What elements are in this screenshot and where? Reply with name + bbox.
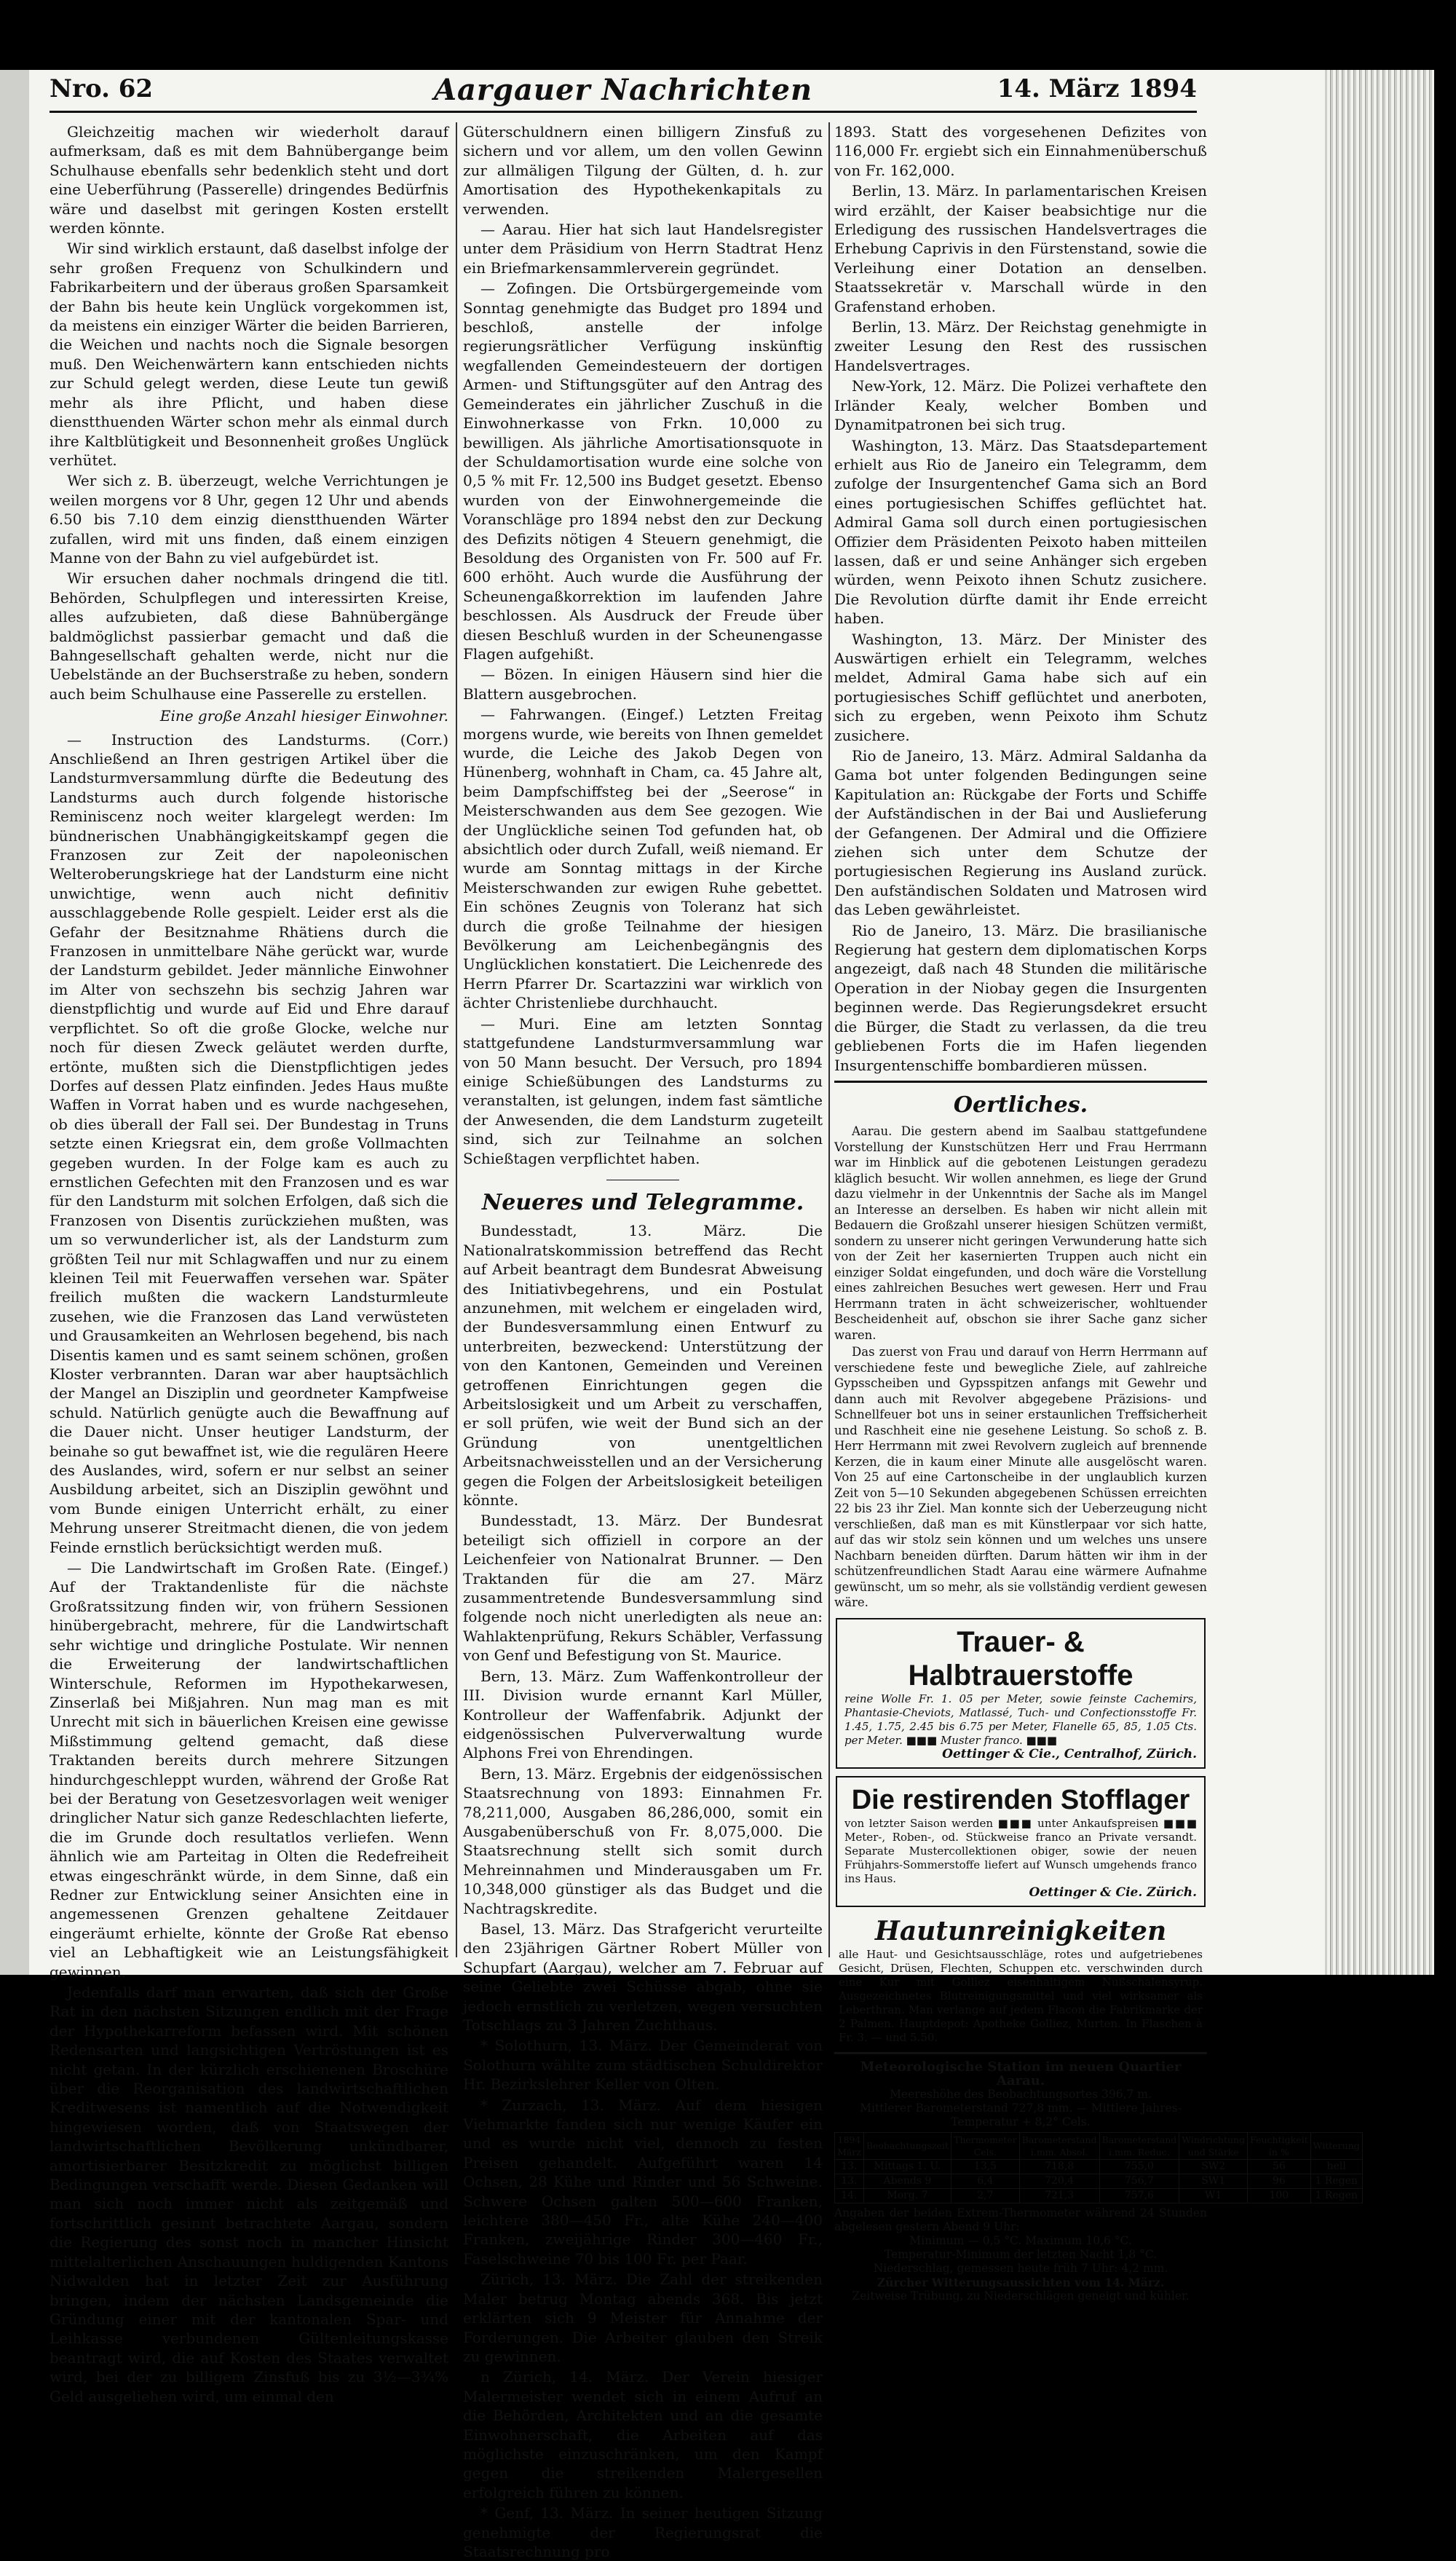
local-news: Das zuerst von Frau und darauf von Herrn Herrmann auf verschiedene feste und bewegliche Ziele, auf zahlreiche Gypsscheiben und Gypsspitzen anfangs mit Gewehr und dann auch mit Revolver abgegebene Präzisions- und Schnellfeuer bot uns in seiner erstaunlichen Treffsicherheit und Raschheit eine nie gesehene Leistung. So schoß z. B. Herr Herrmann mit zwei Revolvern zugleich auf brennende Kerzen, die in kaum einer Minute alle ausgelöscht waren. Von 25 auf eine Cartonscheibe in der unglaublich kurzen Zeit von 5—10 Sekunden abgegebenen Schüssen erreichten 22 bis 23 ihr Ziel. Man konnte sich der Ueberzeugung nicht verschließen, daß man es mit Künstlerpaar vor sich hatte, auf das wir stolz sein können und um welches uns unsere Nachbarn beneiden dürften. Darum hätten wir ihm in der schützenfreundlichen Stadt Aarau eine wärmere Aufnahme gewünscht, um so mehr, als sie vollständig verdient gewesen wäre. bbox=[834, 1345, 1207, 1610]
table-cell: Morg. 7 bbox=[863, 2188, 951, 2203]
telegram: New-York, 12. März. Die Polizei verhaftete den Irländer Kealy, welcher Bomben und Dynamitpatronen bei sich trug. bbox=[834, 377, 1207, 434]
telegram: Bundesstadt, 13. März. Die Nationalratskommission betreffend das Recht auf Arbeit beantragt dem Bundesrat Abweisung des Initiativbegehrens, und ein Postulat anzunehmen, mit welchem er eingeladen wird, der Bundesversammlung einen Entwurf zu unterbreiten, bezweckend: Unterstützung der von den Kantonen, Gemeinden und Vereinen getroffenen Einrichtungen gegen die Arbeitslosigkeit und um Arbeit zu verschaffen, er soll prüfen, wie weit der Bund sich an der Gründung von unentgeltlichen Arbeitsnachweisstellen und an der Versicherung gegen die Folgen der Arbeitslosigkeit beteiligen könnte. bbox=[463, 1222, 823, 1510]
news-aarau: — Aarau. Hier hat sich laut Handelsregister unter dem Präsidium von Herrn Stadtrat Henz ein Briefmarkensammlerverein gegründet. bbox=[463, 221, 823, 277]
table-cell: 13. bbox=[835, 2159, 864, 2174]
telegram: Bern, 13. März. Ergebnis der eidgenössischen Staatsrechnung von 1893: Einnahmen Fr. 78,211,000, Ausgaben 86,286,000, somit ein Ausgabenüberschuß von Fr. 8,075,000. Die Staatsrechnung stellt sich somit durch Mehreinnahmen und Minderausgaben um Fr. 10,348,000 günstiger als das Budget und die Nachtragskredite. bbox=[463, 1764, 823, 1917]
section-heading: Oertliches. bbox=[953, 1092, 1088, 1118]
table-header-row bbox=[835, 2132, 1363, 2159]
telegram: n Zürich, 14. März. Der Verein hiesiger Malermeister wendet sich in einem Aufruf an die Behörden, Architekten und an die gesamte Einwohnerschaft, die Arbeiten auf das möglichste einzuschränken, um den Kampf gegen die streikenden Malergesellen erfolgreich führen zu können. bbox=[463, 2368, 823, 2501]
section-rule bbox=[834, 1081, 1207, 1083]
table-header: 1894 März bbox=[835, 2132, 864, 2159]
ad-title: Die restirenden Stofflager bbox=[851, 1784, 1190, 1815]
table-cell: 755,0 bbox=[1099, 2159, 1179, 2174]
weather-precipitation: Niederschlag, gemessen heute früh 7 Uhr: 4,2 mm. bbox=[873, 2261, 1168, 2275]
table-cell: 757,6 bbox=[1099, 2188, 1179, 2203]
section-heading: Neueres und Telegramme. bbox=[481, 1189, 804, 1215]
article-paragraph: Wir ersuchen daher nochmals dringend die titl. Behörden, Schulpflegen und interessirten Kreise, alles aufzubieten, daß diese Bahnübergänge baldmöglichst passierbar gemacht und daß die Bahngesellschaft gehalten werde, nicht nur die Uebelstände an der Buchserstraße zu heben, sondern auch beim Schulhause eine Passerelle zu erstellen. bbox=[50, 569, 448, 703]
telegram: Washington, 13. März. Das Staatsdepartement erhielt aus Rio de Janeiro ein Telegramm, dem zufolge der Insurgentenchef Gama sich an Bord eines portugiesischen Schiffes geflüchtet hat. Admiral Gama soll durch einen portugiesischen Offizier dem Präsidenten Peixoto haben mitteilen lassen, daß er und seine Anhänger sich ergeben würden, wenn Peixoto ihnen Schutz zusichere. Die Revolution dürfte damit ihr Ende erreicht haben. bbox=[834, 436, 1207, 628]
weather-extremes: Minimum — 0,5 °C. Maximum 10,6 °C. bbox=[909, 2233, 1132, 2247]
weather-station-report bbox=[834, 2059, 1360, 2303]
column-1 bbox=[50, 122, 448, 2405]
telegram: Rio de Janeiro, 13. März. Die brasilianische Regierung hat gestern dem diplomatischen Korps angezeigt, daß nach 48 Stunden die militärische Operation in der Niobay gegen die Insurgenten beginnen werde. Das Regierungsdekret ersucht die Bürger, die Stadt zu verlassen, da die treu gebliebenen Forts die im Hafen liegenden Insurgentenschiffe bombardieren müssen. bbox=[834, 921, 1207, 1074]
telegram: Berlin, 13. März. Der Reichstag genehmigte in zweiter Lesung den Rest des russischen Handelsvertrages. bbox=[834, 318, 1207, 374]
table-cell: W1 bbox=[1179, 2188, 1248, 2203]
article-paragraph: Jedenfalls darf man erwarten, daß sich der Große Rat in den nächsten Sitzungen endlich mit der Frage der Hypothekarreform befassen wird. Mit schönen Redensarten und langsichtigen Vertröstungen ist es nicht getan. In der kürzlich erschienenen Broschüre über die Reorganisation des landwirtschaftlichen Kreditwesens ist namentlich auf die Notwendigkeit hingewiesen worden, daß von Staatswegen der landwirtschaftlichen Bevölkerung unkündbarer, amortisierbarer Besitzkredit zu möglichst billigen Bedingungen verschafft werde. Diesen Gedanken will man sich noch immer nicht als zeitgemäß und fortschrittlich gesinnt betrachtete Aargau, sondern die Regierung des sonst noch in mancher Hinsicht mittelalterlichen Anschauungen huldigenden Kantons Nidwalden hat in letzter Zeit zur Ausführung bringen, indem der nächsten Landsgemeinde die Gründung einer mit der kantonalen Spar- und Leihkasse verbundenen Gültenleitungskasse beantragt wird, die auf Kosten des Staates verwaltet wird, bei der zu billigem Zinsfuß bis zu 3½—3¾% Geld ausgeliehen wird, um einmal den bbox=[50, 1984, 448, 2405]
weather-title: Meteorologische Station im neuen Quartier Aarau. bbox=[860, 2059, 1182, 2088]
weather-info: Mittlerer Barometerstand 727,8 mm. — Mittlere Jahres-Temperatur + 8,2° Cels. bbox=[860, 2101, 1182, 2128]
table-cell: 720,4 bbox=[1019, 2174, 1099, 2188]
ad-title: Hautunreinigkeiten bbox=[874, 1915, 1167, 1946]
table-cell: 718,8 bbox=[1019, 2159, 1099, 2174]
article-paragraph: Gleichzeitig machen wir wiederholt darauf aufmerksam, daß es mit dem Bahnübergange beim Schulhause ebenfalls sehr bedenklich steht und dort eine Ueberführung (Passerelle) dringendes Bedürfnis wäre und daselbst mit geringen Kosten erstellt werden könnte. bbox=[50, 123, 448, 237]
table-cell: 13. bbox=[835, 2174, 864, 2188]
telegram: Berlin, 13. März. In parlamentarischen Kreisen wird erzählt, der Kaiser beabsichtige nur die Erledigung des russischen Handelsvertrages die Erhebung Caprivis in den Fürstenstand, sowie die Verleihung einer Dotation an denselben. Staatssekretär v. Marschall würde in den Grafenstand erhoben. bbox=[834, 182, 1207, 315]
telegram: Washington, 13. März. Der Minister des Auswärtigen erhielt ein Telegramm, welches meldet, Admiral Gama habe sich auf ein portugiesisches Schiff geflüchtet und anerboten, sich zu ergeben, wenn Peixoto ihm Schutz zusichere. bbox=[834, 630, 1207, 744]
telegram: Bern, 13. März. Zum Waffenkontrolleur der III. Division wurde ernannt Karl Müller, Kontrolleur der Waffenfabrik. Adjunkt der eidgenössischen Pulververwaltung wurde Alphons Frei von Ehrendingen. bbox=[463, 1667, 823, 1762]
weather-info: Meereshöhe des Beobachtungsortes 396,7 m. bbox=[890, 2087, 1152, 2101]
book-spine-shadow bbox=[0, 70, 29, 1975]
table-cell: Abends 9 bbox=[863, 2174, 951, 2188]
table-row bbox=[835, 2159, 1363, 2174]
table-cell: 721,3 bbox=[1019, 2188, 1099, 2203]
local-news: Aarau. Die gestern abend im Saalbau stattgefundene Vorstellung der Kunstschützen Herr und Frau Herrmann war im Hinblick auf die gebotenen Leistungen geradezu kläglich besucht. Wir wollen annehmen, es liege der Grund dazu vielmehr in der Unkenntnis der Sache als im Mangel an Interesse an derselben. Es haben wir nicht allein mit Bedauern die Großzahl unserer hiesigen Schützen vermißt, sondern zu unserer nicht geringen Verwunderung hatte sich von der Zeit her kasernierten Truppen auch nicht ein einziger Soldat eingefunden, und doch wäre die Vorstellung eines zahlreichen Besuches wert gewesen. Herr und Frau Herrmann traten in ächt schweizerischer, wohltuender Bescheidenheit auf, obschon sie ihrer Sache ganz sicher waren. bbox=[834, 1124, 1207, 1342]
table-cell: 1 Regen bbox=[1310, 2188, 1362, 2203]
article-signature: Eine große Anzahl hiesiger Einwohner. bbox=[159, 707, 448, 725]
table-cell: SW1 bbox=[1179, 2174, 1248, 2188]
telegram: Zürich, 13. März. Die Zahl der streikenden Maler betrug Montag abends 368. Bis jetzt erklärten sich 9 Meister für Annahme der Forderungen. Die Arbeiter glauben den Streik zu gewinnen. bbox=[463, 2270, 823, 2365]
section-rule bbox=[834, 2052, 1207, 2054]
table-row bbox=[835, 2188, 1363, 2203]
news-boezen: — Bözen. In einigen Häusern sind hier die Blattern ausgebrochen. bbox=[463, 666, 823, 703]
table-row bbox=[835, 2174, 1363, 2188]
news-fahrwangen: — Fahrwangen. (Eingef.) Letzten Freitag morgens wurde, wie bereits von Ihnen gemeldet wurde, die Leiche des Jakob Degen von Hünenberg, wohnhaft in Cham, ca. 45 Jahre alt, beim Dampfschiffsteg bei der „Seerose“ in Meisterschwanden aus dem See gezogen. Wie der Unglückliche seinen Tod gefunden hat, ob absichtlich oder durch Zufall, weiß niemand. Er wurde am Sonntag mittags in der Kirche Meisterschwanden zur ewigen Ruhe gebettet. Ein schönes Zeugnis von Toleranz hat sich durch die große Teilnahme der hiesigen Bevölkerung am Leichenbegängnis des Unglücklichen konstatiert. Die Leichenrede des Herrn Pfarrer Dr. Scartazzini war wirklich von ächter Christenliebe durchhaucht. bbox=[463, 706, 823, 1012]
ad-title: Trauer- & Halbtrauerstoffe bbox=[908, 1625, 1133, 1692]
ad-firm: Oettinger & Cie. Zürich. bbox=[1029, 1885, 1197, 1900]
table-cell: SW2 bbox=[1179, 2159, 1248, 2174]
telegram: 1893. Statt des vorgesehenen Defizites von 116,000 Fr. ergiebt sich ein Einnahmenüberschuß von Fr. 162,000. bbox=[834, 123, 1207, 179]
ad-body: reine Wolle Fr. 1. 05 per Meter, sowie feinste Cachemirs, Phantasie-Cheviots, Matlassé, Tuch- und Confectionsstoffe Fr. 1.45, 1.75, 2.45 bis 6.75 per Meter, Flanelle 65, 85, 1.05 Cts. per Meter. ■■■ Muster franco. ■■■ bbox=[844, 1692, 1197, 1747]
issue-number: Nro. 62 bbox=[50, 74, 154, 103]
telegram: * Solothurn, 13. März. Der Gemeinderat von Solothurn wählte zum städtischen Schuldirektor Hr. Bezirkslehrer Keller von Olten. bbox=[463, 2037, 823, 2094]
table-cell: 96 bbox=[1248, 2174, 1311, 2188]
advertisement-stofflager bbox=[836, 1776, 1206, 1907]
telegram: * Genf, 13. März. In seiner heutigen Sitzung genehmigte der Regierungsrat die Staatsrechnung pro bbox=[463, 2504, 823, 2560]
article-paragraph: Wer sich z. B. überzeugt, welche Verrichtungen je weilen morgens vor 8 Uhr, gegen 12 Uhr und abends 6.50 bis 7.10 dem einzig dienstthuenden Wärter zufallen, wird mit uns finden, daß einem einzigen Manne von der Bahn zu viel aufgebürdet ist. bbox=[50, 472, 448, 567]
article-landwirtschaft: — Die Landwirtschaft im Großen Rate. (Eingef.) Auf der Traktandenliste für die nächste Großratssitzung finden wir, von frühern Sessionen hinübergebracht, mehrere, für die Landwirtschaft sehr wichtige und dringliche Postulate. Wir nennen die Erweiterung der landwirtschaftlichen Winterschule, Reformen im Hypothekarwesen, Zinserlaß bei Mißjahren. Nun mag man es mit Unrecht mit sich in bäuerlichen Kreisen eine gewisse Mißstimmung geltend gemacht, daß diese Traktanden bereits durch mehrere Sitzungen hindurchgeschleppt wurden, während der Große Rat bei der Beratung von Gesetzesvorlagen weit weniger dringlicher Natur sich ganze Redeschlachten lieferte, die im Grunde doch resultatlos verliefen. Wenn ähnlich wie am Parteitag in Olten die Redefreiheit etwas eingeschränkt würde, in dem Sinne, daß ein Redner zur Entwicklung seiner Ansichten eine in angemessenen Grenzen gehaltene Zeitdauer eingeräumt erhielte, könnte der Große Rat ebenso viel an Lebhaftigkeit wie an Leistungsfähigkeit gewinnen. bbox=[50, 1559, 448, 1981]
advertisement-hautunreinigkeiten bbox=[836, 1914, 1206, 2045]
table-header: Barometerstand i.mm. Absol. bbox=[1019, 2132, 1099, 2159]
table-cell: 13,5 bbox=[951, 2159, 1019, 2174]
column-3 bbox=[834, 122, 1360, 2302]
article-paragraph: Wir sind wirklich erstaunt, daß daselbst infolge der sehr großen Frequenz von Schulkindern und Fabrikarbeitern und der überaus großen Sparsamkeit der Bahn bis heute kein Unglück vorgekommen ist, da meistens ein einziger Wärter die beiden Barrieren, die Weichen und nachts noch die Signale besorgen muß. Den Weichenwärtern kann entschieden nichts zur Schuld gelegt werden, diese Leute tun gewiß mehr als ihre Pflicht, und haben diese dienstthuenden Wärter schon mehr als einmal durch ihre Kaltblütigkeit und Besonnenheit großes Unglück verhütet. bbox=[50, 240, 448, 469]
telegram: * Zurzach, 13. März. Auf dem hiesigen Viehmarkte fanden sich nur wenige Käufer ein und es wurde nicht viel, dennoch zu festen Preisen gehandelt. Aufgeführt waren 14 Ochsen, 28 Kühe und Rinder und 56 Schweine. Schwere Ochsen galten 500—600 Franken, leichtere 380—450 Fr., alte Kühe 240—400 Franken, zweijährige Rinder 300—460 Fr., Faselschweine 70 bis 100 Fr. per Paar. bbox=[463, 2096, 823, 2268]
ad-body: von letzter Saison werden ■■■ unter Ankaufspreisen ■■■ Meter-, Roben-, od. Stückweise franco an Private versandt. Separate Mustercollektionen obiger, sowie der neuen Frühjahrs-Sommerstoffe liefert auf Wunsch umgehends franco ins Haus. bbox=[844, 1816, 1197, 1885]
issue-date: 14. März 1894 bbox=[997, 74, 1197, 103]
table-cell: 2,7 bbox=[951, 2188, 1019, 2203]
weather-forecast: Zeitweise Trübung, zu Niederschlägen geneigt und kühler. bbox=[852, 2289, 1190, 2302]
table-cell: Mittags 1. U. bbox=[863, 2159, 951, 2174]
news-zofingen: — Zofingen. Die Ortsbürgergemeinde vom Sonntag genehmigte das Budget pro 1894 und beschloß, anstelle der infolge regierungsrätlicher Verfügung inskünftig wegfallenden Gemeindesteuern der dortigen Armen- und Stiftungsgüter auf den Antrag des Gemeinderates ein jährlicher Zuschuß in die Einwohnerkasse von Frkn. 10,000 zu bewilligen. Als jährliche Amortisationsquote in der Schuldamortisation wurde eine solche von 0,5 % mit Fr. 12,500 ins Budget gesetzt. Ebenso wurden von der Einwohnergemeinde die Voranschläge pro 1894 nebst den zur Deckung des Defizits nötigen 4 Steuern genehmigt, die Besoldung des Organisten von Fr. 500 auf Fr. 600 erhöht. Auch wurde die Ausführung der Scheunengaßkorrektion im laufenden Jahre beschlossen. Als Ausdruck der Freude über diesen Beschluß wurden in der Scheunengasse Flagen aufgehißt. bbox=[463, 280, 823, 663]
column-2 bbox=[463, 122, 823, 2560]
weather-table bbox=[834, 2132, 1363, 2203]
page-stack-edge bbox=[1325, 70, 1434, 1975]
table-cell: 6,4 bbox=[951, 2174, 1019, 2188]
column-divider bbox=[828, 122, 830, 1957]
weather-note: Angaben der beiden Extrem-Thermometer während 24 Stunden abgelesen gestern Abend 9 Uhr: bbox=[834, 2206, 1207, 2233]
newspaper-title: Aargauer Nachrichten bbox=[433, 73, 813, 107]
table-header: Barometerstand i.mm. Reduc. bbox=[1099, 2132, 1179, 2159]
table-cell: hell bbox=[1310, 2159, 1362, 2174]
table-header: Beobachtungszeit bbox=[863, 2132, 951, 2159]
table-cell: 56 bbox=[1248, 2159, 1311, 2174]
table-cell: 1 Regen bbox=[1310, 2174, 1362, 2188]
news-muri: — Muri. Eine am letzten Sonntag stattgefundene Landsturmversammlung war von 50 Mann besucht. Der Versuch, pro 1894 einige Schießübungen des Landsturms zu veranstalten, ist gelungen, indem fast sämtliche der Anwesenden, die dem Landsturm zugeteilt sind, sich zur Teilnahme an solchen Schießtagen verpflichtet haben. bbox=[463, 1014, 823, 1167]
weather-forecast-title: Zürcher Witterungsaussichten vom 14. März. bbox=[877, 2275, 1165, 2289]
table-cell: 14. bbox=[835, 2188, 864, 2203]
table-header: Windrichtung und Stärke bbox=[1179, 2132, 1248, 2159]
ad-body: alle Haut- und Gesichtsausschläge, rotes und aufgetriebenes Gesicht, Drüsen, Flechten, Schuppen etc. verschwinden durch eine Kur mit Golliez eisenhaltigem Nußschalensyrup. Ausgezeichnetes Blutreinigungsmittel und viel wirksamer als Leberthran. Man verlange auf jedem Flacon die Fabrikmarke der 2 Palmen. Hauptdepot: Apotheke Golliez, Murten. In Flaschen à Fr. 3. — und 5.50. bbox=[839, 1947, 1203, 2044]
ad-firm: Oettinger & Cie., Centralhof, Zürich. bbox=[942, 1746, 1197, 1761]
telegram: Basel, 13. März. Das Strafgericht verurteilte den 23jährigen Gärtner Robert Müller von Schupfart (Aargau), welcher am 7. Februar auf seine Geliebte zwei Schüsse abgab, ohne sie jedoch ernstlich zu verletzen, wegen versuchten Totschlags zu 3 Jahren Zuchthaus. bbox=[463, 1919, 823, 2034]
article-paragraph: Güterschuldnern einen billigern Zinsfuß zu sichern und vor allem, um den vollen Gewinn zur allmäligen Tilgung der Gülten, d. h. zur Amortisation des Hypothekenkapitals zu verwenden. bbox=[463, 123, 823, 218]
article-landsturm: — Instruction des Landsturms. (Corr.) Anschließend an Ihren gestrigen Artikel über die Landsturmversammlung dürfte die Bedeutung des Landsturms auch durch folgende historische Reminiscenz noch weiter klargelegt werden: Im bündnerischen Unabhängigkeitskampf gegen die Franzosen zur Zeit der napoleonischen Welteroberungskriege hat der Landsturm eine nicht unwichtige, wenn auch nicht definitiv ausschlaggebende Rolle gespielt. Leider erst als die Gefahr der Besitznahme Rhätiens durch die Franzosen in unmittelbare Nähe gerückt war, wurde der Landsturm gebildet. Jeder männliche Einwohner im Alter von sechszehn bis sechzig Jahren war dienstpflichtig und wurde auf Eid und Ehre darauf verpflichtet. So oft die große Glocke, welche nur noch für diesen Zweck geläutet werden durfte, ertönte, mußten sich die Dienstpflichtigen jedes Dorfes auf dessen Platz einfinden. Jedes Haus mußte Waffen in Vorrat haben und es wurde nachgesehen, ob dies überall der Fall sei. Der Bundestag in Truns setzte einen Kriegsrat ein, dem große Vollmachten gegeben wurden. In der Folge kam es auch zu ernstlichen Gefechten mit den Franzosen und es war für den Landsturm mit solchen Erfolgen, daß sich die Franzosen von Disentis zurückziehen mußten, was um so verwunderlicher ist, als der Landsturm zum größten Teil nur mit Schlagwaffen und nur zu einem kleinen Teil mit Feuerwaffen versehen war. Später freilich mußten die wackern Landsturmleute zusehen, wie die Franzosen das Land verwüsteten und Grausamkeiten an Wehrlosen begehend, bis nach Disentis kamen und es samt seinem schönen, großen Kloster verbrannten. Daran war aber hauptsächlich der Mangel an Disziplin und geordneter Kampfweise schuld. Natürlich genügte auch die Bewaffnung auf die Dauer nicht. Unser heutiger Landsturm, der beinahe so gut bewaffnet ist, wie die regulären Heere des Auslandes, wird, sofern er nur selbst an seiner Ausbildung arbeitet, sich an Disziplin gewöhnt und vom Bunde einigen Unterricht erhält, zu einer Mehrung unserer Streitmacht dienen, die von jedem Feinde ernstlich berücksichtigt werden muß. bbox=[50, 730, 448, 1556]
table-cell: 100 bbox=[1248, 2188, 1311, 2203]
telegram: Rio de Janeiro, 13. März. Admiral Saldanha da Gama bot unter folgenden Bedingungen seine Kapitulation an: Rückgabe der Forts und Schiffe der Aufständischen in der Bai und Auslieferung der Gefangenen. Der Admiral und die Offiziere ziehen sich unter dem Schutze der portugiesischen Regierung ins Ausland zurück. Den aufständischen Soldaten und Matrosen wird das Leben gewährleistet. bbox=[834, 747, 1207, 919]
table-header: Witterung bbox=[1310, 2132, 1362, 2159]
table-header: Feuchtigkeit in % bbox=[1248, 2132, 1311, 2159]
page-header bbox=[50, 68, 1197, 112]
telegram: Bundesstadt, 13. März. Der Bundesrat beteiligt sich offiziell in corpore an der Leichenfeier von Nationalrat Brunner. — Den Traktanden für die am 27. März zusammentretende Bundesversammlung sind folgende noch nicht unerledigten als neue an: Wahlaktenprüfung, Rekurs Schäbler, Verfassung von Genf und Befestigung von St. Maurice. bbox=[463, 1512, 823, 1665]
weather-minimum: Temperatur-Minimum der letzten Nacht 1,8 °C. bbox=[884, 2247, 1158, 2261]
column-divider bbox=[456, 122, 457, 1957]
table-header: Thermometer Cels. bbox=[951, 2132, 1019, 2159]
table-cell: 756,7 bbox=[1099, 2174, 1179, 2188]
advertisement-trauerstoffe bbox=[836, 1618, 1206, 1769]
header-rule bbox=[50, 111, 1197, 113]
